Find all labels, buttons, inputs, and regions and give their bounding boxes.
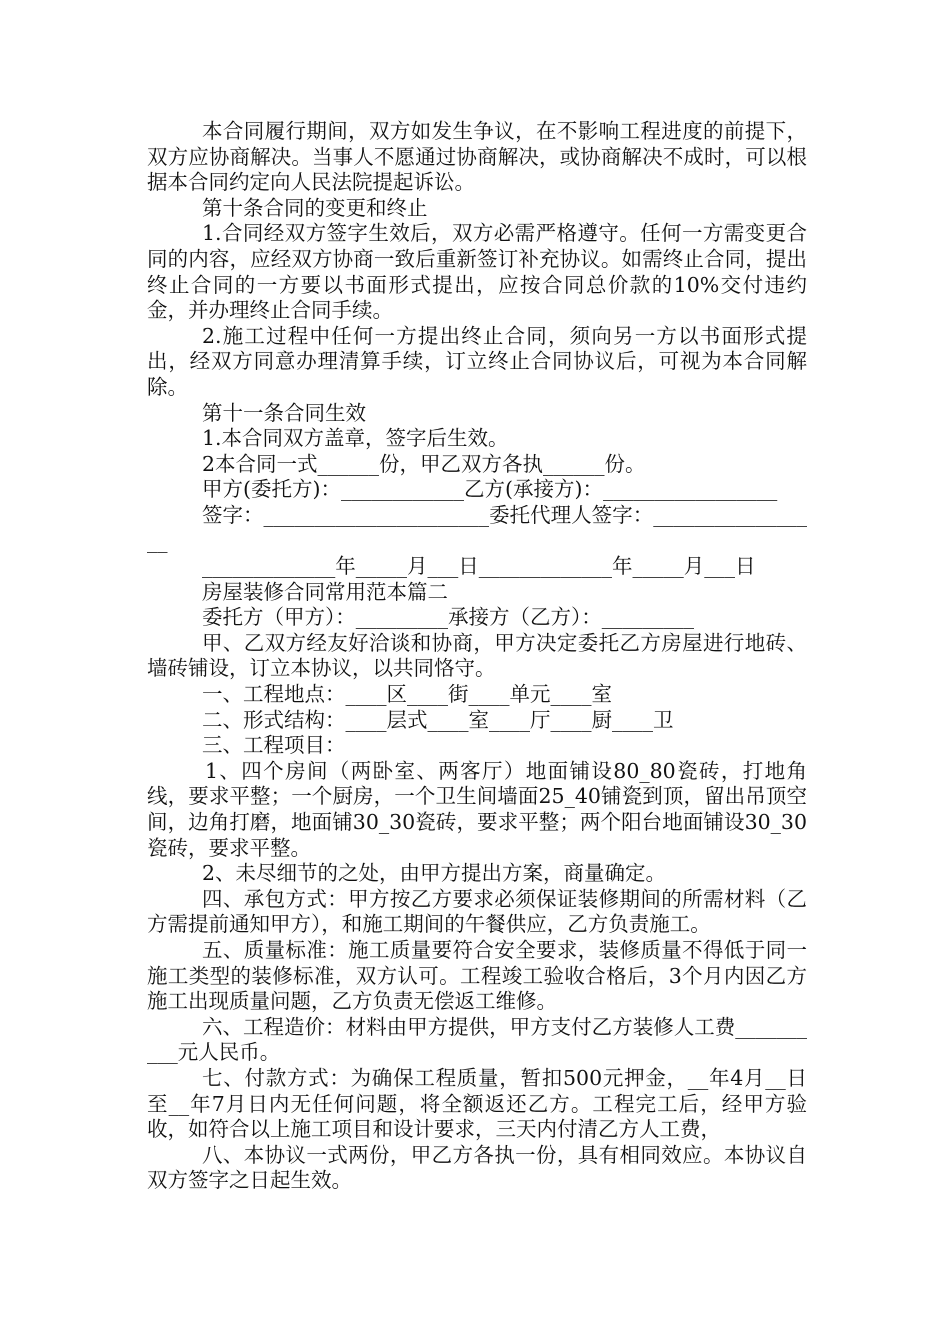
parties-line-2: 委托方（甲方）：_________承接方（乙方）：_________	[202, 605, 694, 630]
item-projects-2: 2、未尽细节的之处，由甲方提出方案，商量确定。	[202, 861, 667, 886]
paragraph-intro: 甲、乙双方经友好洽谈和协商，甲方决定委托乙方房屋进行地砖、墙砖铺设，订立本协议，以共同恪守。	[147, 630, 807, 681]
item-copies: 八、本协议一式两份，甲乙方各执一份，具有相同效应。本协议自双方签字之日起生效。	[147, 1142, 807, 1193]
item-cost: 六、工程造价：材料由甲方提供，甲方支付乙方装修人工费__________元人民币。	[147, 1014, 807, 1065]
paragraph-dispute: 本合同履行期间，双方如发生争议，在不影响工程进度的前提下，双方应协商解决。当事人不愿通过协商解决，或协商解决不成时，可以根据本合同约定向人民法院提起诉讼。	[147, 119, 807, 195]
section-title-2: 房屋装修合同常用范本篇二	[202, 579, 448, 604]
signature-line: 签字：______________________委托代理人签字：_________________	[147, 502, 807, 553]
paragraph-10-2: 2.施工过程中任何一方提出终止合同，须向另一方以书面形式提出，经双方同意办理清算手续，订立终止合同协议后，可视为本合同解除。	[147, 323, 807, 399]
date-line: _____________年_____月___日_____________年_____月___日	[202, 554, 756, 579]
paragraph-10-1: 1.合同经双方签字生效后，双方必需严格遵守。任何一方需变更合同的内容，应经双方协商一致后重新签订补充协议。如需终止合同，提出终止合同的一方要以书面形式提出，应按合同总价款的10%交付违约金，并办理终止合同手续。	[147, 221, 807, 323]
item-projects-1: 1、四个房间（两卧室、两客厅）地面铺设80_80瓷砖，打地角线，要求平整；一个厨房，一个卫生间墙面25_40铺瓷到顶，留出吊顶空间，边角打磨，地面铺30_30瓷砖，要求平整；两个阳台地面铺设30_30瓷砖，要求平整。	[147, 758, 807, 860]
party-line: 甲方(委托方)：____________乙方(承接方)：_________________	[202, 477, 778, 502]
item-contract-method: 四、承包方式：甲方按乙方要求必须保证装修期间的所需材料（乙方需提前通知甲方），和施工期间的午餐供应，乙方负责施工。	[147, 886, 807, 937]
item-structure: 二、形式结构：____层式____室____厅____厨____卫	[202, 707, 674, 732]
heading-article-10: 第十条合同的变更和终止	[202, 195, 428, 220]
heading-article-11: 第十一条合同生效	[202, 400, 366, 425]
item-quality: 五、质量标准：施工质量要符合安全要求，装修质量不得低于同一施工类型的装修标准，双方认可。工程竣工验收合格后，3个月内因乙方施工出现质量问题，乙方负责无偿返工维修。	[147, 938, 807, 1014]
item-location: 一、工程地点：____区____街____单元____室	[202, 682, 612, 707]
item-projects: 三、工程项目：	[202, 733, 346, 758]
paragraph-11-2: 2本合同一式______份，甲乙双方各执______份。	[202, 451, 646, 476]
document-body	[147, 119, 807, 1194]
item-payment: 七、付款方式：为确保工程质量，暂扣500元押金，__年4月__日至__年7月日内无任何问题，将全额返还乙方。工程完工后，经甲方验收，如符合以上施工项目和设计要求，三天内付清乙方人工费，	[147, 1065, 807, 1142]
paragraph-11-1: 1.本合同双方盖章，签字后生效。	[202, 426, 509, 451]
